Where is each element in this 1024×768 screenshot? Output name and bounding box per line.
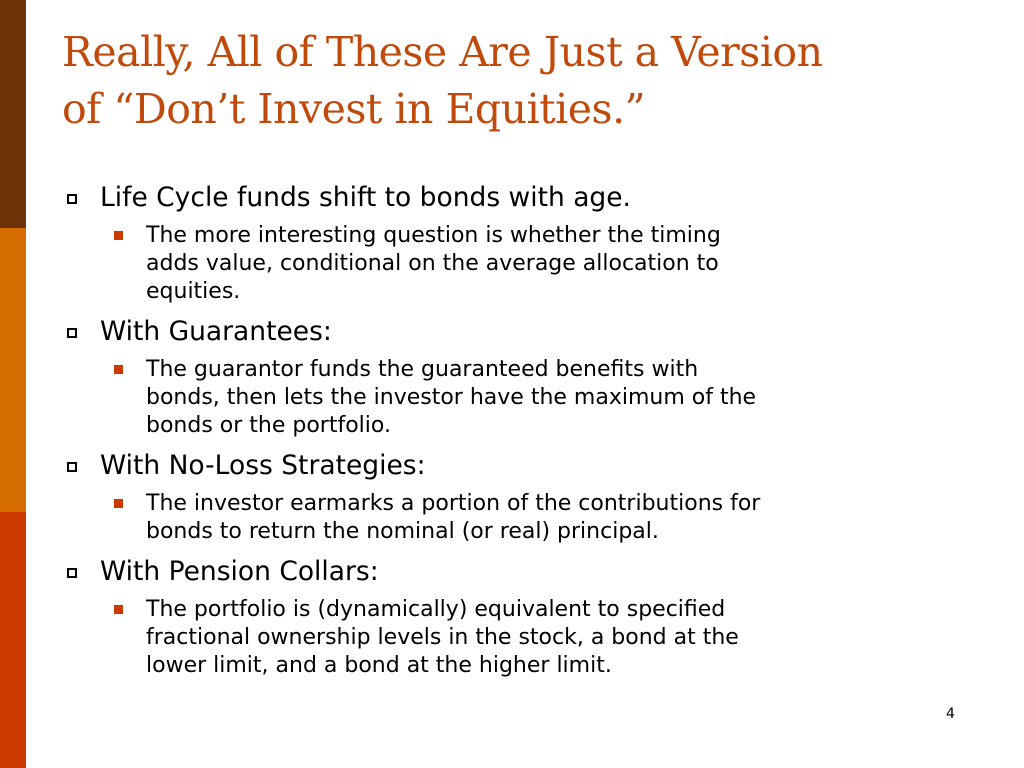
sub-bullet-guarantees	[146, 356, 972, 440]
bullet-text: With No-Loss Strategies:	[100, 450, 426, 481]
sub-bullet-life-cycle	[146, 222, 972, 306]
bullet-text: Life Cycle funds shift to bonds with age.	[100, 182, 631, 213]
filled-square-bullet-icon	[114, 231, 123, 240]
sidebar-band-top	[0, 0, 26, 228]
hollow-square-bullet-icon	[67, 194, 77, 204]
bullet-item-pension-collars	[62, 556, 972, 588]
hollow-square-bullet-icon	[67, 328, 77, 338]
filled-square-bullet-icon	[114, 365, 123, 374]
hollow-square-bullet-icon	[67, 568, 77, 578]
sidebar-band-middle	[0, 228, 26, 512]
sub-bullet-line: fractional ownership levels in the stock, a bond at the	[146, 625, 739, 650]
bullet-item-no-loss	[62, 450, 972, 482]
sub-bullet-no-loss	[146, 490, 972, 546]
sub-bullet-line: bonds or the portfolio.	[146, 413, 391, 438]
sub-bullet-pension-collars	[146, 596, 972, 680]
sub-bullet-line: The guarantor funds the guaranteed benefits with	[146, 357, 699, 382]
sidebar-decoration	[0, 0, 26, 768]
filled-square-bullet-icon	[114, 605, 123, 614]
sub-bullet-line: The portfolio is (dynamically) equivalent to specified	[146, 597, 726, 622]
sub-bullet-line: equities.	[146, 279, 241, 304]
bullet-text: With Pension Collars:	[100, 556, 379, 587]
slide-title-line-2: of “Don’t Invest in Equities.”	[62, 85, 646, 133]
filled-square-bullet-icon	[114, 499, 123, 508]
bullet-text: With Guarantees:	[100, 316, 332, 347]
bullet-item-life-cycle	[62, 182, 972, 214]
sub-bullet-line: bonds to return the nominal (or real) principal.	[146, 519, 659, 544]
hollow-square-bullet-icon	[67, 462, 77, 472]
sub-bullet-line: lower limit, and a bond at the higher limit.	[146, 653, 612, 678]
sub-bullet-line: adds value, conditional on the average allocation to	[146, 251, 719, 276]
bullet-item-guarantees	[62, 316, 972, 348]
page-number: 4	[946, 706, 955, 722]
slide-title-line-1: Really, All of These Are Just a Version	[62, 28, 823, 76]
slide-title	[62, 24, 992, 138]
sidebar-band-bottom	[0, 512, 26, 768]
sub-bullet-line: The investor earmarks a portion of the contributions for	[146, 491, 761, 516]
bullet-list	[62, 178, 972, 680]
sub-bullet-line: The more interesting question is whether the timing	[146, 223, 721, 248]
sub-bullet-line: bonds, then lets the investor have the maximum of the	[146, 385, 757, 410]
